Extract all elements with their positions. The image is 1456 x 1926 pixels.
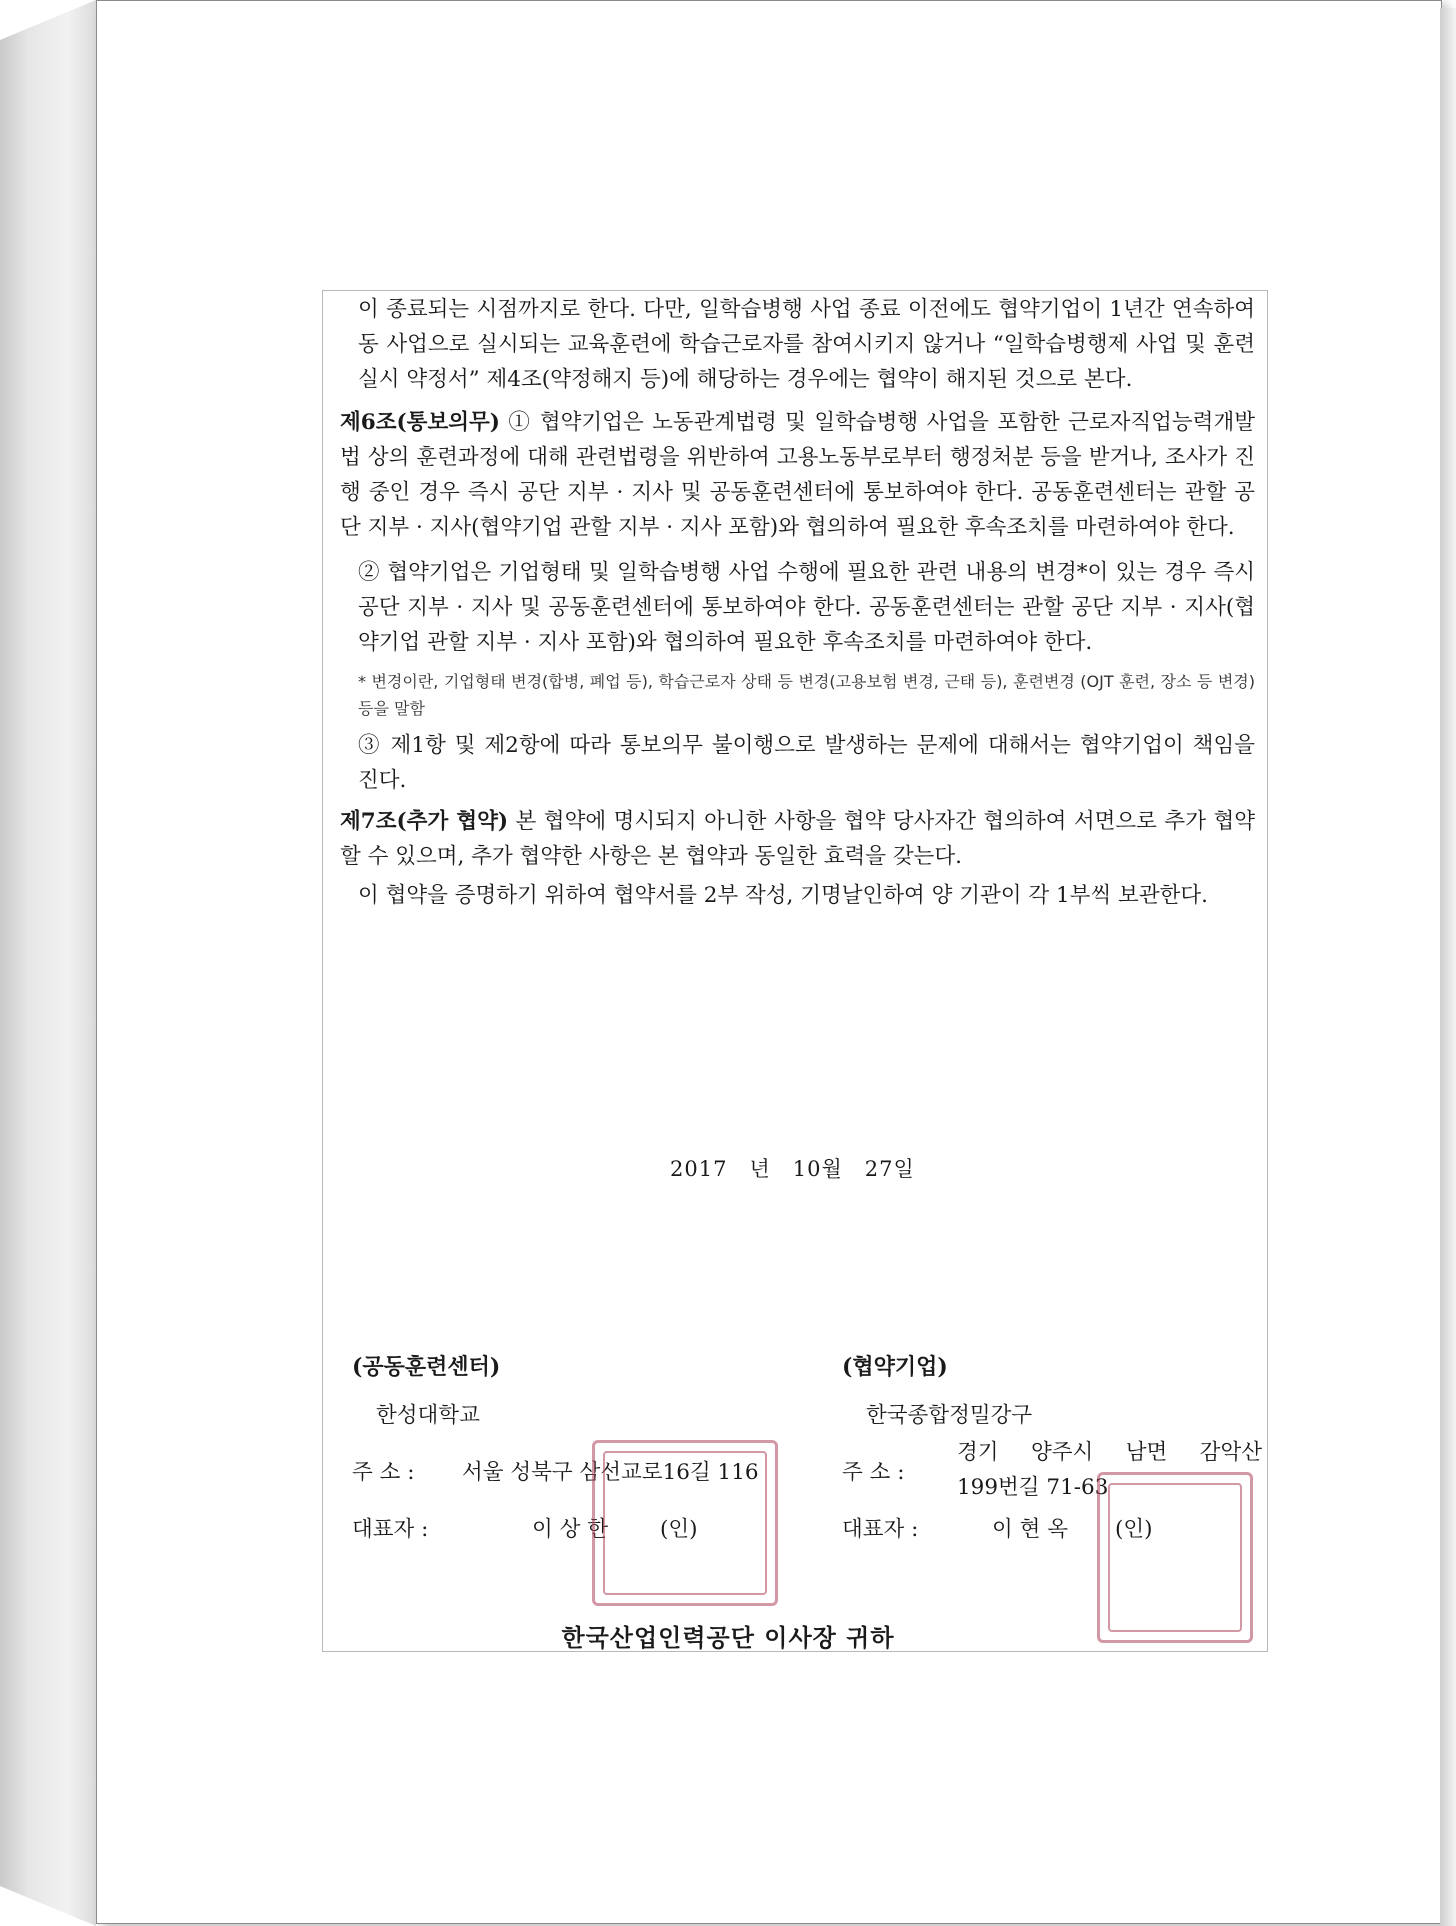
- right-seal-mark: (인): [1115, 1517, 1153, 1542]
- right-rep-label: 대표자 :: [842, 1517, 919, 1542]
- right-party-name: 한국종합정밀강구: [866, 1403, 1033, 1428]
- article-6-item-3: ③ 제1항 및 제2항에 따라 통보의무 불이행으로 발생하는 문제에 대해서는 협약기업이 책임을 진다.: [358, 733, 1255, 793]
- left-party-name: 한성대학교: [376, 1403, 480, 1428]
- left-seal-mark: (인): [660, 1517, 698, 1542]
- right-address-line-1: 경기 양주시 남면 감악산: [957, 1440, 1262, 1465]
- right-party-heading: (협약기업): [842, 1354, 948, 1380]
- article-6-footnote: * 변경이란, 기업형태 변경(합병, 폐업 등), 학습근로자 상태 등 변경(고용보험 변경, 근태 등), 훈련변경 (OJT 훈련, 장소 등 변경) 등을 말함: [358, 672, 1255, 718]
- date-month: 10월: [792, 1157, 843, 1181]
- left-seal-stamp: [592, 1440, 778, 1606]
- article-6-item-2: ② 협약기업은 기업형태 및 일학습병행 사업 수행에 필요한 관련 내용의 변경*이 있는 경우 즉시 공단 지부 · 지사 및 공동훈련센터에 통보하여야 한다. 공동훈련센터는 관할 공단 지부 · 지사(협약기업 관할 지부 · 지사 포함)와 협의하여 필요한 후속조치를 마련하여야 한다.: [358, 560, 1255, 655]
- right-address-line-2: 199번길 71-63: [957, 1475, 1109, 1500]
- article-7-title: 제7조(추가 협약): [340, 809, 509, 834]
- left-party-heading: (공동훈련센터): [352, 1354, 501, 1380]
- left-address-label: 주 소 :: [352, 1460, 415, 1485]
- article-6-item-1: [340, 405, 1255, 545]
- date-year: 2017: [670, 1157, 728, 1181]
- right-address-label: 주 소 :: [842, 1460, 905, 1485]
- closing-sentence: 이 협약을 증명하기 위하여 협약서를 2부 작성, 기명날인하여 양 기관이 각 1부씩 보관한다.: [358, 883, 1208, 908]
- document-body: [340, 292, 1255, 913]
- agreement-date: [670, 1153, 937, 1183]
- continuation-paragraph: 이 종료되는 시점까지로 한다. 다만, 일학습병행 사업 종료 이전에도 협약기업이 1년간 연속하여 동 사업으로 실시되는 교육훈련에 학습근로자를 참여시키지 않거나 “일학습병행제 사업 및 훈련실시 약정서” 제4조(약정해지 등)에 해당하는 경우에는 협약이 해지된 것으로 본다.: [358, 297, 1255, 392]
- right-rep-name: 이 현 옥: [992, 1517, 1068, 1542]
- article-7: [340, 804, 1255, 874]
- left-rep-label: 대표자 :: [352, 1517, 429, 1542]
- article-7-text: 본 협약에 명시되지 아니한 사항을 협약 당사자간 협의하여 서면으로 추가 협약할 수 있으며, 추가 협약한 사항은 본 협약과 동일한 효력을 갖는다.: [340, 809, 1255, 869]
- left-rep-name: 이 상 한: [532, 1517, 608, 1542]
- article-6-title: 제6조(통보의무): [340, 410, 500, 435]
- date-day: 27일: [864, 1157, 915, 1181]
- article-6-item-1-text: ① 협약기업은 노동관계법령 및 일학습병행 사업을 포함한 근로자직업능력개발법 상의 훈련과정에 대해 관련법령을 위반하여 고용노동부로부터 행정처분 등을 받거나, 조사가 진행 중인 경우 즉시 공단 지부 · 지사 및 공동훈련센터에 통보하여야 한다. 공동훈련센터는 관할 공단 지부 · 지사(협약기업 관할 지부 · 지사 포함)와 협의하여 필요한 후속조치를 마련하여야 한다.: [340, 410, 1255, 540]
- addressee-footer: 한국산업인력공단 이사장 귀하: [561, 1623, 895, 1652]
- date-year-unit: 년: [749, 1157, 771, 1181]
- left-address: 서울 성북구 삼선교로16길 116: [462, 1460, 759, 1485]
